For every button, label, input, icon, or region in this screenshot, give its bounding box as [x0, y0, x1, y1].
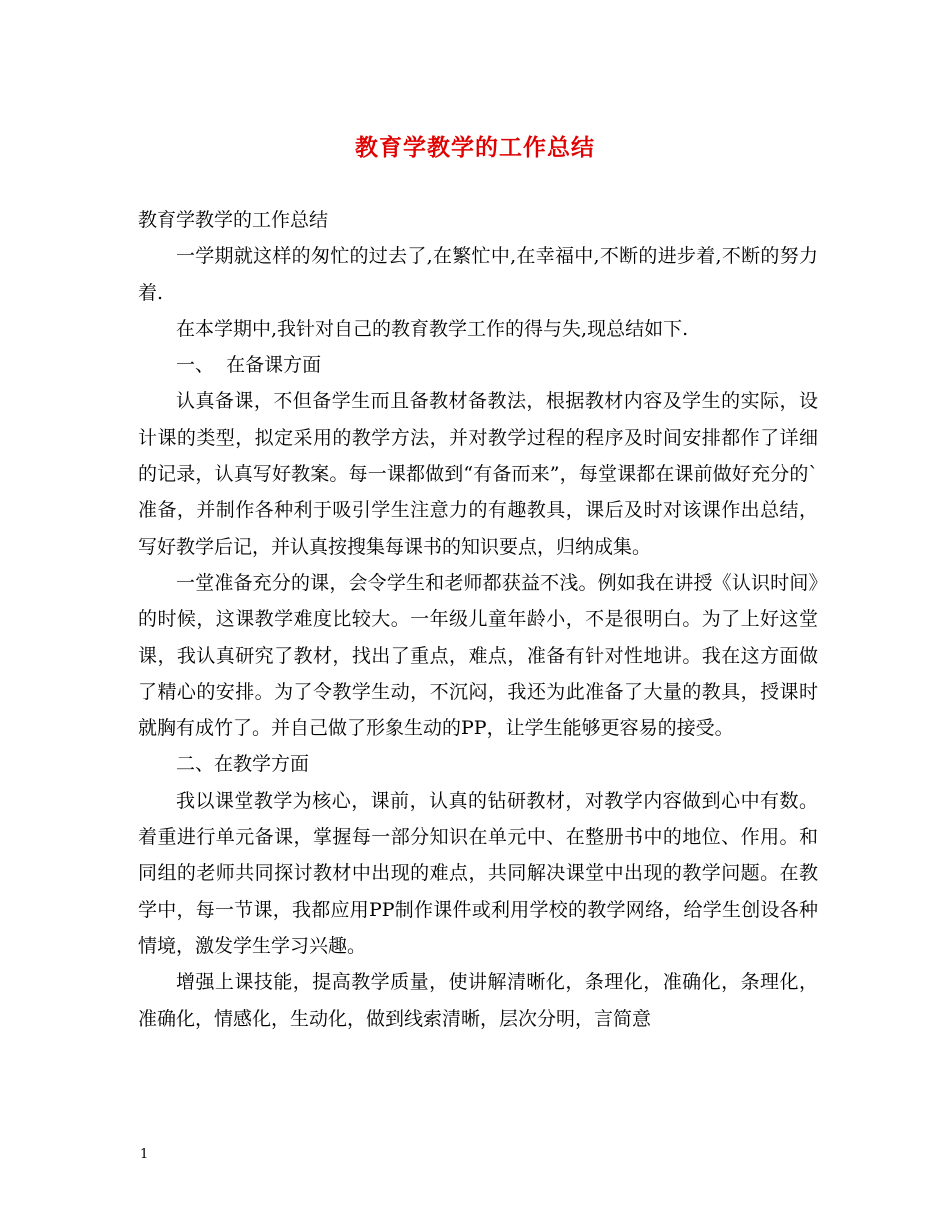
body-paragraph: 增强上课技能，提高教学质量，使讲解清晰化，条理化，准确化，条理化，准确化，情感化，生动化，做到线索清晰，层次分明，言简意 [138, 971, 818, 1030]
body-paragraph: 在本学期中,我针对自己的教育教学工作的得与失,现总结如下. [176, 317, 689, 340]
document-title: 教育学教学的工作总结 [355, 134, 595, 161]
section-heading: 一、 在备课方面 [176, 354, 322, 377]
body-paragraph: 我以课堂教学为核心，课前，认真的钻研教材，对教学内容做到心中有数。着重进行单元备课，掌握每一部分知识在单元中、在整册书中的地位、作用。和同组的老师共同探讨教材中出现的难点，共同解决课堂中出现的教学问题。在教学中，每一节课，我都应用PP制作课件或利用学校的教学网络，给学生创设各种情境，激发学生学习兴趣。 [138, 789, 818, 957]
body-paragraph: 认真备课，不但备学生而且备教材备教法，根据教材内容及学生的实际，设计课的类型，拟定采用的教学方法，并对教学过程的程序及时间安排都作了详细的记录，认真写好教案。每一课都做到“有备而来”，每堂课都在课前做好充分的`准备，并制作各种利于吸引学生注意力的有趣教具，课后及时对该课作出总结，写好教学后记，并认真按搜集每课书的知识要点，归纳成集。 [138, 390, 818, 558]
body-paragraph: 教育学教学的工作总结 [138, 209, 329, 231]
section-heading: 二、在教学方面 [176, 753, 310, 776]
document-body [138, 202, 818, 1037]
body-paragraph: 一学期就这样的匆忙的过去了,在繁忙中,在幸福中,不断的进步着,不断的努力着. [138, 245, 818, 304]
body-paragraph: 一堂准备充分的课，会令学生和老师都获益不浅。例如我在讲授《认识时间》的时候，这课教学难度比较大。一年级儿童年龄小，不是很明白。为了上好这堂课，我认真研究了教材，找出了重点，难点，准备有针对性地讲。我在这方面做了精心的安排。为了令教学生动，不沉闷，我还为此准备了大量的教具，授课时就胸有成竹了。并自己做了形象生动的PP，让学生能够更容易的接受。 [138, 571, 818, 740]
page-number: 1 [140, 1147, 149, 1162]
